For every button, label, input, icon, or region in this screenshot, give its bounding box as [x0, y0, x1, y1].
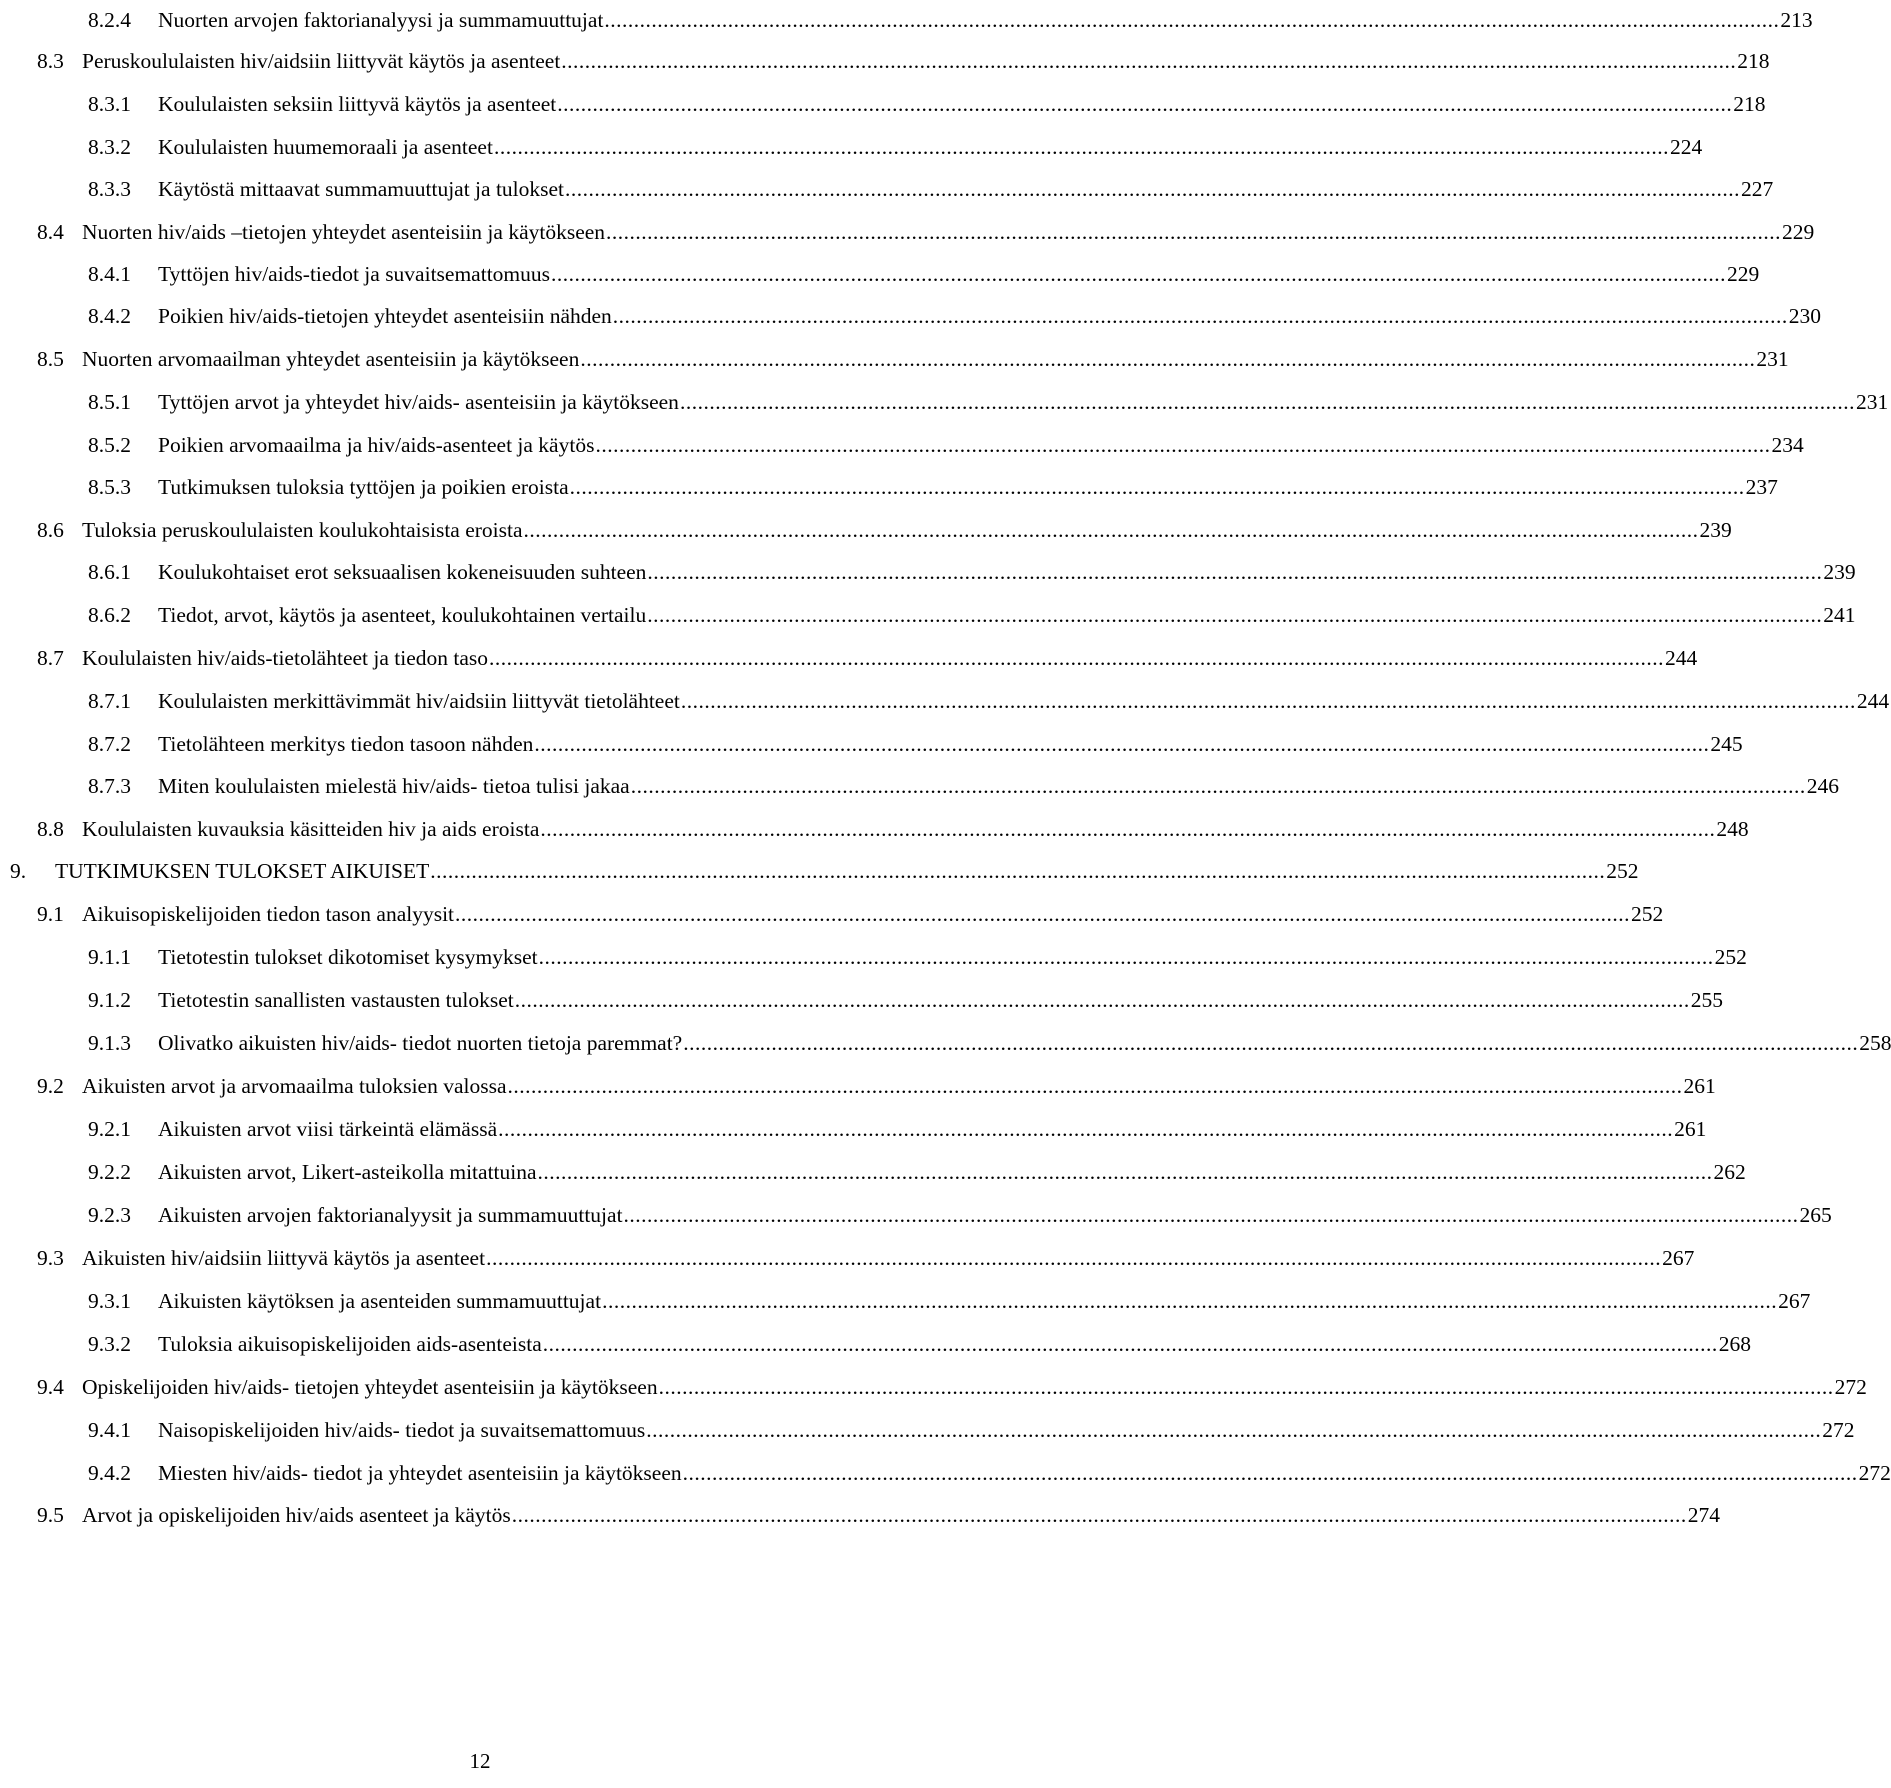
toc-entry — [88, 1288, 1811, 1314]
dot-leader — [647, 602, 1822, 628]
toc-entry-page: 245 — [1710, 732, 1743, 756]
dot-leader — [680, 389, 1855, 415]
toc-entry-number: 8.4.2 — [88, 304, 131, 328]
dot-leader — [683, 1460, 1858, 1486]
toc-entry-number: 8.7 — [37, 646, 64, 670]
dot-leader — [570, 474, 1745, 500]
toc-entry-title: Tietotestin sanallisten vastausten tulokset — [158, 988, 514, 1012]
toc-entry-number: 8.2.4 — [88, 8, 131, 32]
toc-entry — [88, 1030, 1891, 1056]
dot-leader — [631, 773, 1806, 799]
dot-leader — [557, 91, 1732, 117]
toc-entry-title: Opiskelijoiden hiv/aids- tietojen yhteydet asenteisiin ja käytökseen — [82, 1375, 658, 1399]
toc-entry — [10, 858, 1639, 884]
toc-entry-page: 262 — [1713, 1160, 1746, 1184]
toc-entry — [37, 219, 1815, 245]
toc-entry-title: Tiedot, arvot, käytös ja asenteet, koulukohtainen vertailu — [158, 603, 647, 627]
toc-entry — [88, 134, 1703, 160]
toc-entry-number: 9. — [10, 859, 27, 883]
toc-entry — [88, 474, 1778, 500]
toc-entry-page: 261 — [1683, 1074, 1716, 1098]
toc-entry-title: Nuorten arvojen faktorianalyysi ja summamuuttujat — [158, 8, 604, 32]
toc-entry-number: 8.3.2 — [88, 135, 131, 159]
toc-entry-number: 9.3.1 — [88, 1289, 131, 1313]
toc-entry-number: 8.3.3 — [88, 177, 131, 201]
toc-entry-page: 272 — [1822, 1418, 1855, 1442]
toc-entry-number: 8.7.2 — [88, 732, 131, 756]
dot-leader — [515, 987, 1690, 1013]
toc-entry-page: 244 — [1856, 689, 1890, 713]
toc-entry-number: 8.4 — [37, 220, 64, 244]
toc-entry-page: 268 — [1718, 1332, 1752, 1356]
toc-entry-title: Koululaisten kuvauksia käsitteiden hiv ja aids eroista — [82, 817, 540, 841]
toc-entry-number: 9.4.2 — [88, 1461, 131, 1485]
toc-entry-title: Miten koululaisten mielestä hiv/aids- tietoa tulisi jakaa — [158, 774, 630, 798]
toc-entry-number: 8.5.3 — [88, 475, 131, 499]
dot-leader — [524, 517, 1699, 543]
dot-leader — [647, 559, 1822, 585]
dot-leader — [540, 816, 1715, 842]
dot-leader — [659, 1374, 1834, 1400]
dot-leader — [486, 1245, 1661, 1271]
toc-entry-page: 261 — [1674, 1117, 1707, 1141]
toc-entry — [88, 987, 1723, 1013]
toc-entry-title: Tyttöjen arvot ja yhteydet hiv/aids- asenteisiin ja käytökseen — [158, 390, 679, 414]
dot-leader — [489, 645, 1664, 671]
toc-entry — [88, 1417, 1855, 1443]
toc-entry-title: Aikuisten arvot viisi tärkeintä elämässä — [158, 1117, 498, 1141]
toc-entry-title: Koululaisten huumemoraali ja asenteet — [158, 135, 493, 159]
toc-entry — [88, 7, 1813, 33]
dot-leader — [683, 1030, 1858, 1056]
toc-entry-page: 231 — [1855, 390, 1889, 414]
toc-entry — [37, 645, 1698, 671]
toc-entry-number: 8.7.1 — [88, 689, 131, 713]
toc-entry-number: 9.3 — [37, 1246, 64, 1270]
toc-entry-page: 227 — [1741, 177, 1774, 201]
toc-entry-page: 252 — [1606, 859, 1639, 883]
page-number: 12 — [469, 1749, 491, 1773]
toc-entry-number: 8.3.1 — [88, 92, 131, 116]
toc-entry — [88, 1202, 1832, 1228]
dot-leader — [602, 1288, 1777, 1314]
toc-entry — [88, 432, 1804, 458]
toc-entry-number: 9.1 — [37, 902, 64, 926]
toc-entry-number: 9.2.2 — [88, 1160, 131, 1184]
toc-entry-page: 255 — [1690, 988, 1723, 1012]
dot-leader — [539, 944, 1714, 970]
toc-entry — [37, 48, 1770, 74]
toc-entry-page: 213 — [1780, 8, 1813, 32]
toc-entry — [88, 944, 1747, 970]
dot-leader — [494, 134, 1669, 160]
toc-entry — [88, 559, 1856, 585]
toc-entry-title: Poikien arvomaailma ja hiv/aids-asenteet ja käytös — [158, 433, 595, 457]
dot-leader — [498, 1116, 1673, 1142]
toc-entry-page: 224 — [1669, 135, 1703, 159]
toc-entry-page: 265 — [1799, 1203, 1832, 1227]
toc-entry-title: Käytöstä mittaavat summamuuttujat ja tulokset — [158, 177, 565, 201]
toc-entry-page: 252 — [1714, 945, 1747, 969]
dot-leader — [561, 48, 1736, 74]
toc-entry-title: Tietolähteen merkitys tiedon tasoon nähden — [158, 732, 534, 756]
toc-entry-title: TUTKIMUKSEN TULOKSET AIKUISET — [55, 859, 430, 883]
toc-entry-number: 9.1.3 — [88, 1031, 131, 1055]
toc-entry-number: 9.3.2 — [88, 1332, 131, 1356]
toc-entry-number: 8.5.1 — [88, 390, 131, 414]
toc-entry-page: 234 — [1771, 433, 1804, 457]
toc-entry-title: Aikuisten arvot, Likert-asteikolla mitattuina — [158, 1160, 537, 1184]
toc-entry-page: 274 — [1687, 1503, 1720, 1527]
toc-entry-number: 8.7.3 — [88, 774, 131, 798]
dot-leader — [606, 219, 1781, 245]
dot-leader — [624, 1202, 1799, 1228]
toc-entry-title: Olivatko aikuisten hiv/aids- tiedot nuorten tietoja paremmat? — [158, 1031, 683, 1055]
dot-leader — [613, 303, 1788, 329]
toc-entry-page: 231 — [1756, 347, 1789, 371]
toc-entry-page: 218 — [1733, 92, 1766, 116]
toc-entry-title: Nuorten arvomaailman yhteydet asenteisiin ja käytökseen — [82, 347, 580, 371]
toc-entry-number: 9.4 — [37, 1375, 64, 1399]
toc-entry — [88, 176, 1774, 202]
toc-entry-number: 8.5.2 — [88, 433, 131, 457]
toc-entry-title: Arvot ja opiskelijoiden hiv/aids asenteet ja käytös — [82, 1503, 511, 1527]
toc-entry-title: Tutkimuksen tuloksia tyttöjen ja poikien eroista — [158, 475, 569, 499]
toc-entry — [88, 261, 1760, 287]
dot-leader — [580, 346, 1755, 372]
toc-entry-title: Tyttöjen hiv/aids-tiedot ja suvaitsemattomuus — [158, 262, 551, 286]
dot-leader — [534, 731, 1709, 757]
toc-entry — [37, 1245, 1695, 1271]
toc-entry-page: 272 — [1834, 1375, 1867, 1399]
toc-entry-title: Koulukohtaiset erot seksuaalisen kokeneisuuden suhteen — [158, 560, 647, 584]
toc-entry — [37, 1073, 1716, 1099]
dot-leader — [595, 432, 1770, 458]
dot-leader — [543, 1331, 1718, 1357]
toc-entry-title: Koululaisten seksiin liittyvä käytös ja asenteet — [158, 92, 557, 116]
toc-entry-number: 9.2 — [37, 1074, 64, 1098]
toc-entry — [88, 731, 1743, 757]
toc-entry — [37, 1374, 1867, 1400]
toc-entry-page: 244 — [1665, 646, 1698, 670]
toc-entry-number: 9.5 — [37, 1503, 64, 1527]
toc-entry-number: 8.6.1 — [88, 560, 131, 584]
toc-entry-number: 9.1.2 — [88, 988, 131, 1012]
toc-entry-page: 267 — [1778, 1289, 1811, 1313]
toc-entry-number: 9.1.1 — [88, 945, 131, 969]
toc-entry — [88, 1116, 1707, 1142]
toc-entry-number: 8.5 — [37, 347, 64, 371]
toc-entry-page: 267 — [1662, 1246, 1695, 1270]
toc-entry-page: 237 — [1745, 475, 1778, 499]
dot-leader — [538, 1159, 1713, 1185]
dot-leader — [646, 1417, 1821, 1443]
toc-entry — [37, 517, 1732, 543]
toc-entry — [37, 1502, 1720, 1528]
toc-entry-title: Tuloksia aikuisopiskelijoiden aids-asenteista — [158, 1332, 542, 1356]
dot-leader — [604, 7, 1779, 33]
toc-entry-number: 8.4.1 — [88, 262, 131, 286]
toc-entry — [37, 816, 1749, 842]
toc-entry-title: Peruskoululaisten hiv/aidsiin liittyvät käytös ja asenteet — [82, 49, 561, 73]
toc-entry-page: 239 — [1823, 560, 1856, 584]
toc-entry-title: Koululaisten merkittävimmät hiv/aidsiin liittyvät tietolähteet — [158, 689, 680, 713]
toc-entry — [37, 346, 1789, 372]
toc-entry-title: Naisopiskelijoiden hiv/aids- tiedot ja suvaitsemattomuus — [158, 1418, 646, 1442]
toc-entry-page: 218 — [1737, 49, 1770, 73]
toc-entry — [88, 1331, 1752, 1357]
dot-leader — [508, 1073, 1683, 1099]
toc-entry-page: 248 — [1716, 817, 1749, 841]
toc-entry-page: 246 — [1806, 774, 1839, 798]
toc-entry-number: 9.4.1 — [88, 1418, 131, 1442]
toc-entry-number: 9.2.1 — [88, 1117, 131, 1141]
toc-entry — [88, 688, 1890, 714]
toc-entry-number: 8.3 — [37, 49, 64, 73]
toc-entry-number: 8.8 — [37, 817, 64, 841]
toc-entry-title: Koululaisten hiv/aids-tietolähteet ja tiedon taso — [82, 646, 489, 670]
toc-entry-page: 229 — [1782, 220, 1815, 244]
toc-entry-title: Nuorten hiv/aids –tietojen yhteydet asenteisiin ja käytökseen — [82, 220, 606, 244]
toc-entry-page: 252 — [1631, 902, 1664, 926]
toc-entry-number: 8.6 — [37, 518, 64, 542]
toc-entry-page: 239 — [1699, 518, 1732, 542]
dot-leader — [430, 858, 1605, 884]
toc-entry-page: 229 — [1727, 262, 1760, 286]
dot-leader — [681, 688, 1856, 714]
toc-entry — [88, 773, 1839, 799]
toc-entry-page: 272 — [1858, 1461, 1891, 1485]
toc-entry-title: Aikuisten hiv/aidsiin liittyvä käytös ja asenteet — [82, 1246, 486, 1270]
toc-entry-title: Aikuisten käytöksen ja asenteiden summamuuttujat — [158, 1289, 602, 1313]
toc-entry-title: Tuloksia peruskoululaisten koulukohtaisista eroista — [82, 518, 523, 542]
toc-entry-page: 241 — [1823, 603, 1856, 627]
toc-entry-number: 8.6.2 — [88, 603, 131, 627]
toc-entry — [88, 303, 1822, 329]
toc-entry — [88, 1159, 1746, 1185]
toc-entry-title: Aikuisopiskelijoiden tiedon tason analyysit — [82, 902, 455, 926]
toc-entry — [88, 91, 1766, 117]
toc-entry-title: Aikuisten arvojen faktorianalyysit ja summamuuttujat — [158, 1203, 623, 1227]
toc-entry — [88, 389, 1889, 415]
dot-leader — [455, 901, 1630, 927]
toc-entry-title: Miesten hiv/aids- tiedot ja yhteydet asenteisiin ja käytökseen — [158, 1461, 682, 1485]
toc-entry-number: 9.2.3 — [88, 1203, 131, 1227]
toc-entry-page: 230 — [1788, 304, 1822, 328]
dot-leader — [551, 261, 1726, 287]
toc-entry-title: Aikuisten arvot ja arvomaailma tuloksien valossa — [82, 1074, 507, 1098]
toc-entry-title: Tietotestin tulokset dikotomiset kysymykset — [158, 945, 538, 969]
toc-entry — [88, 1460, 1891, 1486]
toc-entry-page: 258 — [1859, 1031, 1891, 1055]
toc-entry — [37, 901, 1664, 927]
dot-leader — [512, 1502, 1687, 1528]
toc-entry — [88, 602, 1856, 628]
toc-entry-title: Poikien hiv/aids-tietojen yhteydet asenteisiin nähden — [158, 304, 612, 328]
dot-leader — [565, 176, 1740, 202]
